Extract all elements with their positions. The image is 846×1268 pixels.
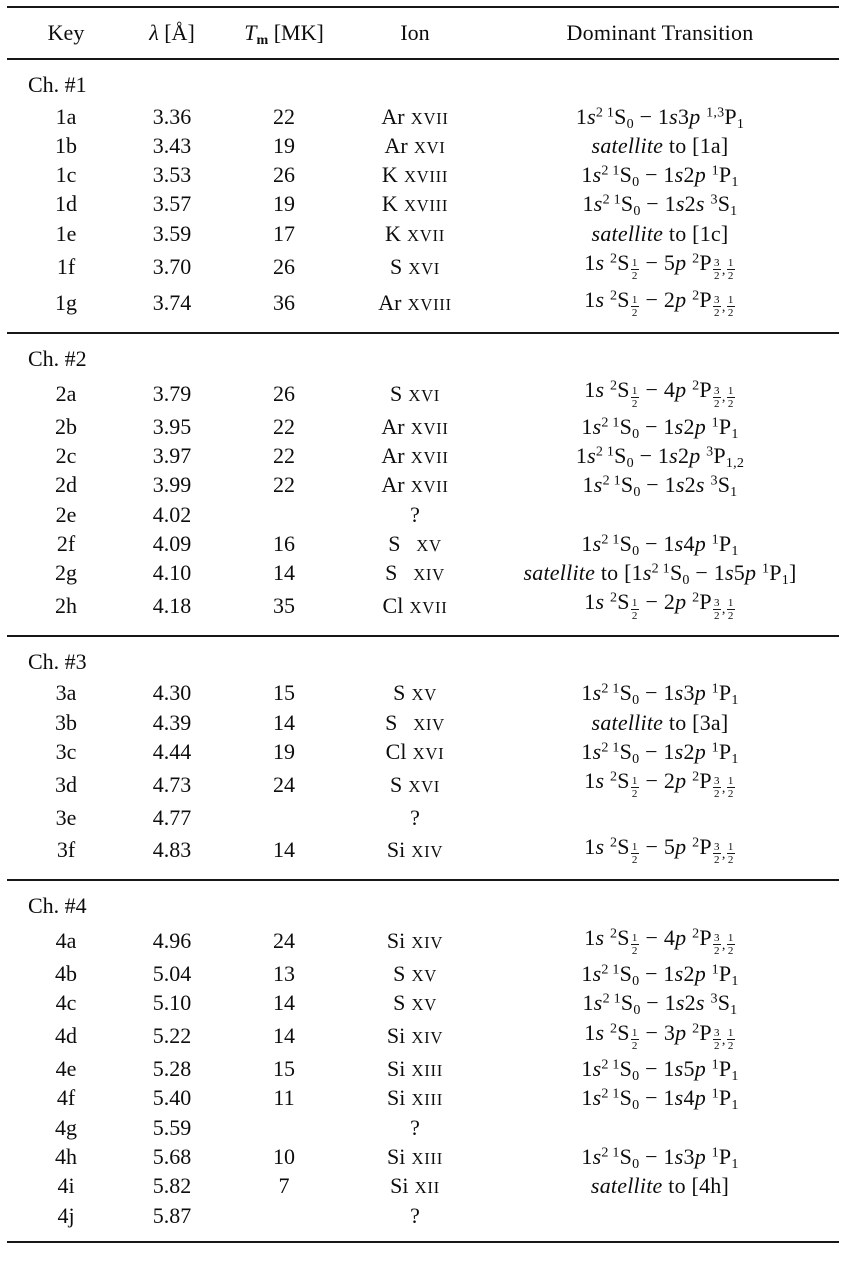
ion-stage: XIV: [411, 842, 444, 862]
table-row: [7, 469, 839, 498]
row-wavelength: 4.18: [152, 593, 192, 619]
row-key: 4c: [55, 990, 77, 1016]
row-transition: $1s^{2 1}S_0 - 1s4p$ $^1P_1$: [581, 1085, 739, 1114]
row-transition: satellite to [$1s^{2 1}S_0 - 1s5p$ $^1P_1$]: [523, 560, 797, 589]
fraction: $\frac{1}{2}$: [727, 596, 734, 622]
row-key: 3f: [56, 837, 76, 863]
table-row: [7, 374, 839, 410]
row-transition: [481, 802, 839, 831]
row-wavelength: 5.87: [152, 1202, 192, 1228]
row-transition: $1s^{2 1}S_0 - 1s2s$ $^3S_1$: [582, 472, 738, 501]
spectral-line-table: [7, 6, 839, 1243]
ion-element: Ar: [381, 413, 405, 439]
row-ion: [349, 736, 481, 765]
row-key: 2a: [55, 380, 77, 406]
row-temperature: 7: [278, 1173, 290, 1199]
table-row: [7, 736, 839, 765]
section-row: [7, 880, 839, 921]
ion-stage: XVII: [410, 418, 449, 438]
fraction: $\frac{1}{2}$: [631, 775, 638, 801]
ion-element: S: [389, 253, 403, 279]
row-transition: $1s^{2 1}S_0 - 1s3p$ $^1P_1$: [581, 1143, 739, 1172]
row-key: 3d: [55, 771, 77, 797]
table-row: [7, 677, 839, 706]
ion-stage: XV: [411, 995, 437, 1015]
row-temperature: 22: [273, 103, 295, 129]
ion-stage: XII: [414, 1178, 440, 1198]
ion-stage: XIV: [413, 565, 445, 585]
row-wavelength: 3.74: [152, 290, 192, 316]
row-transition: 1s $^2$S $\frac{1}{2}$ − 4p $^2$P $\frac{3}{2}$ $_,$ $\frac{1}{2}$: [584, 924, 734, 957]
row-ion: [349, 440, 481, 469]
row-key: 1c: [55, 162, 77, 188]
section-row: [7, 59, 839, 100]
row-ion: [349, 1112, 481, 1141]
row-ion: [349, 922, 481, 958]
row-key: 3c: [55, 738, 77, 764]
table-row: [7, 831, 839, 880]
ion-element: Ar: [381, 442, 405, 468]
table-row: [7, 411, 839, 440]
row-key: 4j: [57, 1202, 75, 1228]
ion-element: Si: [387, 1056, 406, 1082]
ion-stage: XV: [411, 685, 437, 705]
table-row: [7, 130, 839, 159]
section-row: [7, 333, 839, 374]
table-row: [7, 247, 839, 283]
ion-stage: XVII: [407, 225, 445, 245]
fraction: $\frac{1}{2}$: [631, 841, 638, 867]
table-row: [7, 987, 839, 1016]
table-row: [7, 557, 839, 586]
row-key: 3b: [55, 709, 77, 735]
row-transition: 1s $^2$S $\frac{1}{2}$ − 5p $^2$P $\frac{3}{2}$ $_,$ $\frac{1}{2}$: [584, 833, 734, 867]
ion-element: ?: [410, 1114, 420, 1140]
table-row: [7, 802, 839, 831]
row-transition: [481, 1112, 839, 1141]
section-row: [7, 636, 839, 677]
row-temperature: [219, 802, 349, 831]
row-temperature: 14: [273, 990, 295, 1016]
row-ion: [349, 469, 481, 498]
ion-stage: XVI: [413, 137, 446, 157]
row-ion: [349, 1017, 481, 1053]
fraction: $\frac{1}{2}$: [727, 384, 734, 410]
ion-element: S: [393, 961, 406, 986]
row-ion: [349, 557, 481, 586]
row-temperature: 14: [273, 1023, 295, 1049]
fraction: $\frac{1}{2}$: [727, 841, 734, 867]
row-wavelength: 3.97: [152, 442, 192, 468]
row-key: 4b: [55, 961, 77, 986]
section-title: Ch. #2: [28, 345, 87, 371]
row-wavelength: 3.57: [152, 191, 192, 217]
ion-stage: XVIII: [403, 167, 449, 187]
ion-stage: XVII: [410, 477, 449, 497]
fraction: $\frac{3}{2}$: [714, 596, 720, 622]
table-row: [7, 707, 839, 736]
channel-section: [7, 880, 839, 1242]
row-transition: $1s^{2 1}S_0 - 1s3p$ $^1P_1$: [581, 680, 739, 709]
row-ion: [349, 831, 481, 880]
row-key: 1g: [55, 290, 77, 316]
row-key: 4i: [57, 1173, 75, 1199]
fraction: $\frac{1}{2}$: [631, 596, 638, 622]
row-ion: [349, 958, 481, 987]
row-transition: $1s^{2 1}S_0 - 1s2p$ $^1P_1$: [581, 961, 739, 989]
row-wavelength: 4.83: [152, 837, 192, 863]
row-wavelength: 5.40: [152, 1085, 192, 1111]
row-wavelength: 4.73: [152, 771, 192, 797]
channel-section: [7, 636, 839, 880]
ion-stage: XVI: [408, 385, 441, 405]
row-key: 3e: [55, 804, 77, 830]
row-temperature: 26: [273, 253, 295, 279]
row-ion: [349, 374, 481, 410]
row-wavelength: 3.79: [152, 380, 192, 406]
row-transition: $1s^{2 1}S_0 - 1s2p$ $^3P_{1,2}$: [575, 442, 745, 471]
col-header-ion: Ion: [400, 20, 430, 45]
row-transition: $1s^{2 1}S_0 - 1s4p$ $^1P_1$: [581, 530, 739, 559]
row-transition: 1s $^2$S $\frac{1}{2}$ − 2p $^2$P $\frac{3}{2}$ $_,$ $\frac{1}{2}$: [584, 768, 734, 801]
table-row: [7, 586, 839, 635]
row-ion: [349, 765, 481, 801]
row-wavelength: 4.02: [152, 501, 192, 527]
channel-section: [7, 333, 839, 636]
row-transition: $1s^{2 1}S_0 - 1s2s$ $^3S_1$: [582, 191, 738, 220]
table-row: [7, 765, 839, 801]
row-temperature: 14: [273, 837, 295, 863]
row-temperature: [219, 499, 349, 528]
row-transition: 1s $^2$S $\frac{1}{2}$ − 5p $^2$P $\frac{3}{2}$ $_,$ $\frac{1}{2}$: [584, 250, 734, 283]
row-temperature: 22: [273, 413, 295, 439]
row-transition: 1s $^2$S $\frac{1}{2}$ − 3p $^2$P $\frac{3}{2}$ $_,$ $\frac{1}{2}$: [584, 1019, 734, 1052]
fraction: $\frac{3}{2}$: [714, 775, 720, 801]
header-row: [7, 7, 839, 59]
row-temperature: [219, 1200, 349, 1242]
row-temperature: 15: [273, 680, 295, 706]
row-wavelength: 3.36: [152, 103, 192, 129]
ion-element: Ar: [381, 472, 405, 498]
row-key: 2d: [55, 472, 77, 498]
table-row: [7, 1170, 839, 1199]
row-key: 4e: [55, 1056, 77, 1082]
ion-stage: XVI: [408, 776, 441, 796]
table-row: [7, 1017, 839, 1053]
table-row: [7, 101, 839, 130]
row-ion: [349, 1141, 481, 1170]
row-ion: [349, 218, 481, 247]
table-row: [7, 284, 839, 333]
row-ion: [349, 1200, 481, 1242]
row-temperature: 22: [273, 472, 295, 498]
row-temperature: 14: [273, 709, 295, 735]
row-wavelength: 4.09: [152, 530, 192, 556]
ion-stage: XVI: [408, 258, 441, 278]
row-key: 1b: [55, 132, 77, 158]
row-temperature: 35: [273, 593, 295, 619]
row-ion: [349, 677, 481, 706]
table-row: [7, 218, 839, 247]
table-row: [7, 528, 839, 557]
row-wavelength: 4.39: [152, 709, 192, 735]
section-title: Ch. #3: [28, 648, 87, 674]
ion-stage: XVIII: [407, 295, 452, 315]
ion-element: S: [385, 560, 398, 586]
row-wavelength: 5.68: [152, 1143, 192, 1169]
ion-element: Si: [387, 1085, 406, 1111]
row-wavelength: 5.28: [152, 1056, 192, 1082]
row-ion: [349, 586, 481, 635]
table-row: [7, 922, 839, 958]
ion-element: K: [381, 191, 398, 217]
row-key: 2f: [56, 530, 76, 556]
row-transition: satellite to [4h]: [590, 1173, 730, 1199]
row-wavelength: 5.59: [152, 1114, 192, 1140]
ion-element: ?: [410, 501, 420, 527]
row-ion: [349, 130, 481, 159]
col-header-transition: Dominant Transition: [566, 20, 754, 45]
row-ion: [349, 528, 481, 557]
row-transition: 1s $^2$S $\frac{1}{2}$ − 2p $^2$P $\frac{3}{2}$ $_,$ $\frac{1}{2}$: [584, 589, 734, 622]
ion-element: K: [385, 220, 401, 246]
ion-element: S: [385, 709, 398, 735]
row-key: 2c: [55, 442, 77, 468]
row-temperature: 14: [273, 560, 295, 586]
fraction: $\frac{3}{2}$: [714, 257, 720, 283]
row-transition: $1s^{2 1}S_0 - 1s2p$ $^1P_1$: [581, 738, 739, 767]
fraction: $\frac{1}{2}$: [727, 293, 734, 319]
row-transition: 1s $^2$S $\frac{1}{2}$ − 4p $^2$P $\frac{3}{2}$ $_,$ $\frac{1}{2}$: [584, 377, 734, 410]
fraction: $\frac{1}{2}$: [727, 931, 734, 957]
channel-section: [7, 59, 839, 333]
fraction: $\frac{1}{2}$: [727, 775, 734, 801]
row-wavelength: 5.82: [152, 1173, 192, 1199]
row-key: 1d: [55, 191, 77, 217]
ion-stage: XIV: [411, 933, 444, 953]
row-key: 2g: [55, 560, 77, 586]
table-row: [7, 1200, 839, 1242]
row-ion: [349, 159, 481, 188]
ion-stage: XVII: [409, 598, 448, 618]
ion-element: Si: [387, 1143, 406, 1169]
row-temperature: 17: [273, 220, 295, 246]
row-transition: $1s^{2 1}S_0 - 1s2p$ $^1P_1$: [581, 162, 739, 191]
row-transition: satellite to [1a]: [591, 132, 729, 158]
fraction: $\frac{1}{2}$: [631, 384, 638, 410]
row-temperature: 26: [273, 380, 295, 406]
table-row: [7, 159, 839, 188]
ion-element: S: [388, 530, 401, 556]
row-ion: [349, 188, 481, 217]
ion-element: ?: [410, 1202, 420, 1228]
row-wavelength: 3.70: [152, 253, 192, 279]
col-header-temperature: $T_m$ [MK]: [244, 20, 324, 48]
row-wavelength: 4.10: [152, 560, 192, 586]
row-ion: [349, 987, 481, 1016]
row-temperature: 15: [273, 1056, 295, 1082]
table-row: [7, 1082, 839, 1111]
row-ion: [349, 284, 481, 333]
col-header-key: Key: [47, 20, 85, 45]
row-ion: [349, 1170, 481, 1199]
fraction: $\frac{3}{2}$: [714, 931, 720, 957]
row-key: 2h: [55, 593, 77, 619]
table-row: [7, 1141, 839, 1170]
ion-element: Ar: [381, 103, 405, 129]
table-row: [7, 958, 839, 987]
ion-element: Si: [386, 928, 406, 954]
row-wavelength: 3.59: [152, 220, 192, 246]
row-transition: $1s^{2 1}S_0 - 1s2s$ $^3S_1$: [582, 990, 738, 1019]
row-transition: $1s^{2 1}S_0 - 1s5p$ $^1P_1$: [581, 1056, 739, 1084]
row-temperature: 16: [273, 530, 295, 556]
row-temperature: 26: [273, 162, 295, 188]
row-ion: [349, 1082, 481, 1111]
row-wavelength: 3.95: [152, 413, 192, 439]
table-row: [7, 499, 839, 528]
section-title: Ch. #1: [28, 72, 87, 98]
ion-stage: XV: [411, 966, 437, 985]
ion-stage: XIII: [411, 1090, 443, 1110]
row-transition: 1s $^2$S $\frac{1}{2}$ − 2p $^2$P $\frac{3}{2}$ $_,$ $\frac{1}{2}$: [584, 286, 734, 319]
row-ion: [349, 101, 481, 130]
row-ion: [349, 499, 481, 528]
row-key: 1a: [55, 103, 77, 129]
fraction: $\frac{3}{2}$: [714, 293, 720, 319]
row-wavelength: 5.04: [152, 961, 192, 986]
ion-stage: XVI: [412, 743, 445, 763]
ion-element: S: [393, 990, 406, 1016]
col-header-wavelength: λ [Å]: [149, 20, 195, 45]
table-row: [7, 188, 839, 217]
ion-element: Si: [386, 837, 406, 863]
row-transition: satellite to [3a]: [591, 709, 729, 735]
ion-stage: XVIII: [403, 196, 449, 216]
row-key: 4g: [55, 1114, 77, 1140]
row-key: 1f: [56, 253, 76, 279]
row-key: 3a: [55, 680, 77, 706]
row-key: 4h: [55, 1143, 77, 1169]
ion-stage: XIII: [411, 1061, 443, 1081]
row-transition: $1s^{2 1}S_0 - 1s3p$ $^{1,3}P_1$: [575, 103, 745, 132]
row-ion: [349, 1053, 481, 1082]
fraction: $\frac{1}{2}$: [727, 1026, 734, 1052]
row-wavelength: 5.10: [152, 990, 192, 1016]
row-wavelength: 4.96: [152, 928, 192, 954]
ion-stage: XIII: [411, 1148, 443, 1168]
table-header: [7, 7, 839, 59]
row-temperature: 22: [273, 442, 295, 468]
ion-element: S: [393, 680, 406, 706]
row-ion: [349, 247, 481, 283]
ion-element: S: [389, 771, 403, 797]
row-temperature: [219, 1112, 349, 1141]
row-transition: $1s^{2 1}S_0 - 1s2p$ $^1P_1$: [581, 413, 739, 442]
ion-element: Ar: [384, 132, 408, 158]
row-temperature: 19: [273, 191, 295, 217]
row-wavelength: 4.77: [152, 804, 192, 830]
row-temperature: 19: [273, 738, 295, 764]
row-temperature: 19: [273, 132, 295, 158]
ion-stage: XIV: [413, 714, 445, 734]
row-wavelength: 4.44: [152, 738, 192, 764]
fraction: $\frac{1}{2}$: [631, 931, 638, 957]
row-wavelength: 3.53: [152, 162, 192, 188]
row-transition: [481, 1200, 839, 1242]
row-wavelength: 3.43: [152, 132, 192, 158]
row-key: 4f: [56, 1085, 76, 1111]
section-title: Ch. #4: [28, 893, 87, 919]
ion-element: ?: [410, 804, 420, 830]
ion-stage: XV: [416, 535, 442, 555]
row-ion: [349, 707, 481, 736]
row-temperature: 11: [273, 1085, 295, 1111]
fraction: $\frac{1}{2}$: [631, 257, 638, 283]
ion-stage: XVII: [410, 108, 449, 128]
ion-element: Cl: [385, 738, 407, 764]
row-temperature: 13: [273, 961, 295, 986]
row-key: 4d: [55, 1023, 77, 1049]
row-temperature: 24: [273, 771, 295, 797]
fraction: $\frac{3}{2}$: [714, 1026, 720, 1052]
row-temperature: 36: [273, 290, 295, 316]
row-wavelength: 5.22: [152, 1023, 192, 1049]
fraction: $\frac{1}{2}$: [631, 293, 638, 319]
row-temperature: 10: [273, 1143, 295, 1169]
row-key: 2b: [55, 413, 77, 439]
ion-element: Si: [390, 1173, 409, 1199]
ion-element: Ar: [378, 290, 402, 316]
row-ion: [349, 802, 481, 831]
ion-stage: XIV: [411, 1028, 444, 1048]
row-key: 2e: [55, 501, 77, 527]
row-key: 4a: [55, 928, 77, 954]
table-row: [7, 440, 839, 469]
row-transition: satellite to [1c]: [591, 220, 729, 246]
row-wavelength: 3.99: [152, 472, 192, 498]
ion-stage: XVII: [410, 447, 449, 467]
table-row: [7, 1112, 839, 1141]
fraction: $\frac{3}{2}$: [714, 841, 720, 867]
row-transition: [481, 499, 839, 528]
ion-element: Cl: [382, 593, 404, 619]
row-key: 1e: [55, 220, 77, 246]
fraction: $\frac{3}{2}$: [714, 384, 720, 410]
row-wavelength: 4.30: [152, 680, 192, 706]
row-ion: [349, 411, 481, 440]
fraction: $\frac{1}{2}$: [727, 257, 734, 283]
row-temperature: 24: [273, 928, 295, 954]
table-row: [7, 1053, 839, 1082]
ion-element: K: [381, 162, 398, 188]
ion-element: S: [389, 380, 403, 406]
ion-element: Si: [386, 1023, 406, 1049]
fraction: $\frac{1}{2}$: [631, 1026, 638, 1052]
